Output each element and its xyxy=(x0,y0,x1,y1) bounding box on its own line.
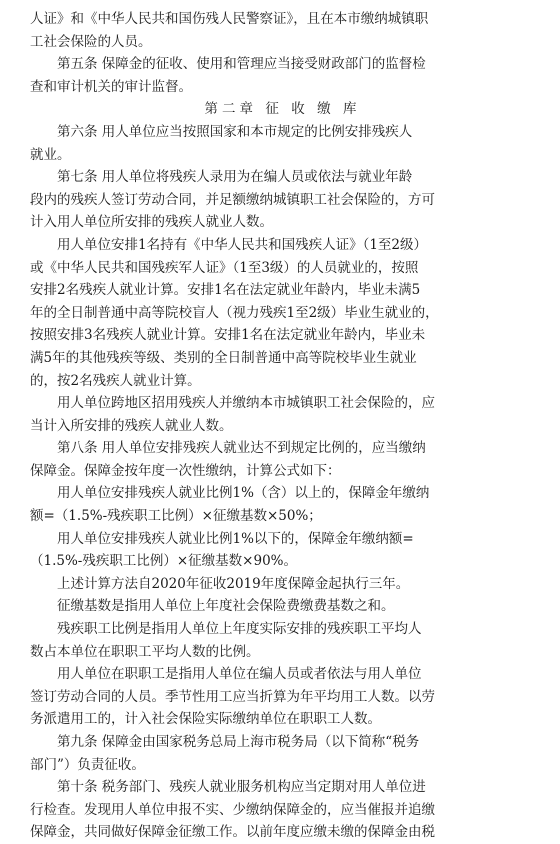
document-page xyxy=(30,8,535,844)
text-line: 用人单位在职职工是指用人单位在编人员或者依法与用人单位 xyxy=(57,666,422,683)
text-line: 第八条 用人单位安排残疾人就业达不到规定比例的，应当缴纳 xyxy=(57,440,426,457)
text-line: 额=（1.5%-残疾职工比例）×征缴基数×50%； xyxy=(30,508,322,525)
text-line: 第九条 保障金由国家税务总局上海市税务局（以下简称“税务 xyxy=(57,734,420,750)
text-line: 段内的残疾人签订劳动合同，并足额缴纳城镇职工社会保险的，方可 xyxy=(30,191,435,208)
text-line: 第十条 税务部门、残疾人就业服务机构应当定期对用人单位进 xyxy=(57,779,426,796)
text-line: 或《中华人民共和国残疾军人证》（1至3级）的人员就业的，按照 xyxy=(30,259,419,276)
text-line: 人证》和《中华人民共和国伤残人民警察证》，且在本市缴纳城镇职 xyxy=(30,11,429,27)
text-line: 征缴基数是指用人单位上年度社会保险费缴费基数之和。 xyxy=(57,598,395,615)
text-line: 满5年的其他残疾等级、类别的全日制普通中高等院校毕业生就业 xyxy=(30,349,417,366)
text-line: 务派遣用工的，计入社会保险实际缴纳单位在职职工人数。 xyxy=(30,711,381,728)
text-line: 残疾职工比例是指用人单位上年度实际安排的残疾职工平均人 xyxy=(57,621,422,638)
text-line: 工社会保险的人员。 xyxy=(30,33,152,50)
text-line: 年的全日制普通中高等院校盲人（视力残疾1至2级）毕业生就业的， xyxy=(30,304,439,321)
text-line: 当计入所安排的残疾人就业人数。 xyxy=(30,417,233,434)
text-line: 签订劳动合同的人员。季节性用工应当折算为年平均用工人数。以劳 xyxy=(30,688,435,705)
text-line: 用人单位安排1名持有《中华人民共和国残疾人证》（1至2级） xyxy=(57,236,428,253)
chapter-heading: 第二章 征 收 缴 库 xyxy=(204,101,361,118)
text-line: 部门”）负责征收。 xyxy=(30,756,145,773)
text-line: 第六条 用人单位应当按照国家和本市规定的比例安排残疾人 xyxy=(57,123,413,140)
text-line: 安排2名残疾人就业计算。安排1名在法定就业年龄内，毕业未满5 xyxy=(30,282,421,299)
text-line: 计入用人单位所安排的残疾人就业人数。 xyxy=(30,214,273,231)
text-line: 上述计算方法自2020年征收2019年度保障金起执行三年。 xyxy=(57,575,410,592)
text-line: 保障金。保障金按年度一次性缴纳，计算公式如下： xyxy=(30,462,341,479)
text-line: 用人单位安排残疾人就业比例1%（含）以上的，保障金年缴纳 xyxy=(57,485,430,502)
text-line: 数占本单位在职职工平均人数的比例。 xyxy=(30,643,260,660)
text-line: 的，按2名残疾人就业计算。 xyxy=(30,372,201,389)
text-line: （1.5%-残疾职工比例）×征缴基数×90%。 xyxy=(30,553,297,570)
text-line: 就业。 xyxy=(30,146,71,163)
text-line: 行检查。发现用人单位申报不实、少缴纳保障金的，应当催报并追缴 xyxy=(30,801,435,818)
text-line: 用人单位安排残疾人就业比例1%以下的，保障金年缴纳额= xyxy=(57,530,414,547)
text-line: 保障金，共同做好保障金征缴工作。以前年度应缴未缴的保障金由税 xyxy=(30,824,435,841)
text-line: 第五条 保障金的征收、使用和管理应当接受财政部门的监督检 xyxy=(57,56,426,73)
text-line: 按照安排3名残疾人就业计算。安排1名在法定就业年龄内，毕业未 xyxy=(30,327,426,344)
text-line: 查和审计机关的审计监督。 xyxy=(30,78,192,95)
text-line: 第七条 用人单位将残疾人录用为在编人员或依法与就业年龄 xyxy=(57,169,413,186)
text-line: 用人单位跨地区招用残疾人并缴纳本市城镇职工社会保险的，应 xyxy=(57,395,435,412)
